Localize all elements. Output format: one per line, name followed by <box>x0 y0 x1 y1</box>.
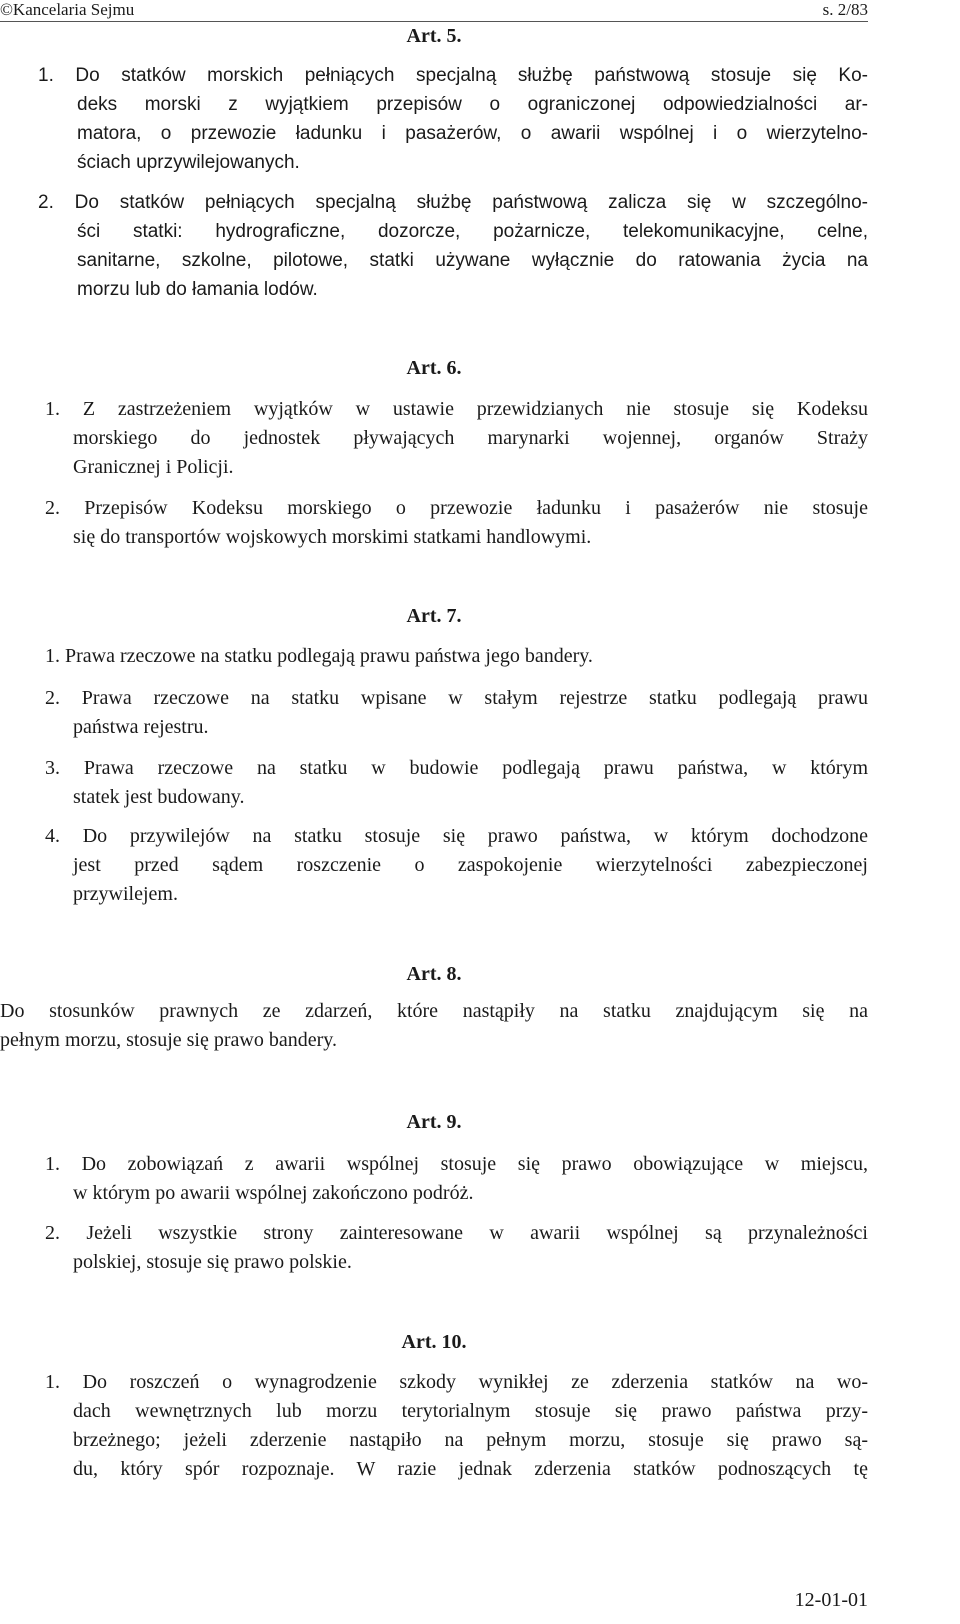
text-line: Do stosunków prawnych ze zdarzeń, które nastąpiły na statku znajdującym się na <box>0 1000 868 1022</box>
text-line: 1. Do zobowiązań z awarii wspólnej stosuje się prawo obowiązujące w miejscu, <box>45 1153 868 1175</box>
header-page-number: s. 2/83 <box>822 0 868 19</box>
article-5-paragraph-2 <box>0 188 868 304</box>
text-line: państwa rejestru. <box>73 716 209 738</box>
page-header <box>0 0 868 20</box>
text-line: statek jest budowany. <box>73 786 245 808</box>
text-line: dach wewnętrznych lub morzu terytorialnym stosuje się prawo państwa przy- <box>73 1400 868 1422</box>
text-line: 1. Do statków morskich pełniących specjalną służbę państwową stosuje się Ko- <box>38 65 868 86</box>
text-line: 1. Do roszczeń o wynagrodzenie szkody wynikłej ze zderzenia statków na wo- <box>45 1371 868 1393</box>
text-line: pełnym morzu, stosuje się prawo bandery. <box>0 1029 337 1051</box>
article-7-paragraph-2 <box>0 684 868 742</box>
text-line: polskiej, stosuje się prawo polskie. <box>73 1251 352 1273</box>
text-line: deks morski z wyjątkiem przepisów o ograniczonej odpowiedzialności ar- <box>77 94 868 115</box>
text-line: w którym po awarii wspólnej zakończono podróż. <box>73 1182 474 1204</box>
article-9-title: Art. 9. <box>406 1111 462 1133</box>
article-9-paragraph-2 <box>0 1219 868 1277</box>
text-line: 2. Do statków pełniących specjalną służbę państwową zalicza się w szczególno- <box>38 192 868 213</box>
text-line: 2. Przepisów Kodeksu morskiego o przewozie ładunku i pasażerów nie stosuje <box>45 497 868 519</box>
text-line: ściach uprzywilejowanych. <box>77 152 300 173</box>
text-line: 2. Jeżeli wszystkie strony zainteresowane w awarii wspólnej są przynależności <box>45 1222 868 1244</box>
article-10-paragraph-1 <box>0 1368 868 1484</box>
text-line: ści statki: hydrograficzne, dozorcze, pożarnicze, telekomunikacyjne, celne, <box>77 221 868 242</box>
article-8-title: Art. 8. <box>406 963 462 985</box>
text-line: morskiego do jednostek pływających marynarki wojennej, organów Straży <box>73 427 868 449</box>
article-7-paragraph-1 <box>0 642 868 671</box>
article-8-paragraph <box>0 997 868 1055</box>
text-line: Granicznej i Policji. <box>73 456 234 478</box>
article-7-paragraph-4 <box>0 822 868 909</box>
article-6-paragraph-2 <box>0 494 868 552</box>
text-line: 3. Prawa rzeczowe na statku w budowie podlegają prawu państwa, w którym <box>45 757 868 779</box>
article-6-title: Art. 6. <box>406 357 462 379</box>
text-line: się do transportów wojskowych morskimi statkami handlowymi. <box>73 526 592 548</box>
text-line: 1. Prawa rzeczowe na statku podlegają prawu państwa jego bandery. <box>45 645 593 667</box>
text-line: 1. Z zastrzeżeniem wyjątków w ustawie przewidzianych nie stosuje się Kodeksu <box>45 398 868 420</box>
text-line: 4. Do przywilejów na statku stosuje się prawo państwa, w którym dochodzone <box>45 825 868 847</box>
text-line: brzeżnego; jeżeli zderzenie nastąpiło na pełnym morzu, stosuje się prawo są- <box>73 1429 868 1451</box>
text-line: przywilejem. <box>73 883 178 905</box>
article-7-title: Art. 7. <box>406 605 462 627</box>
document-code: 12-01-01 <box>794 1589 868 1611</box>
text-line: du, który spór rozpoznaje. W razie jednak zderzenia statków podnoszących tę <box>73 1458 868 1480</box>
text-line: matora, o przewozie ładunku i pasażerów, o awarii wspólnej i o wierzytelno- <box>77 123 868 144</box>
article-5-paragraph-1 <box>0 61 868 177</box>
article-9-paragraph-1 <box>0 1150 868 1208</box>
text-line: sanitarne, szkolne, pilotowe, statki używane wyłącznie do ratowania życia na <box>77 250 868 271</box>
text-line: morzu lub do łamania lodów. <box>77 279 318 300</box>
header-divider <box>0 21 868 22</box>
article-5-title: Art. 5. <box>406 25 462 47</box>
header-source: ©Kancelaria Sejmu <box>0 0 135 19</box>
text-line: 2. Prawa rzeczowe na statku wpisane w stałym rejestrze statku podlegają prawu <box>45 687 868 709</box>
article-6-paragraph-1 <box>0 395 868 482</box>
article-10-title: Art. 10. <box>401 1331 467 1353</box>
article-7-paragraph-3 <box>0 754 868 812</box>
text-line: jest przed sądem roszczenie o zaspokojenie wierzytelności zabezpieczonej <box>73 854 868 876</box>
